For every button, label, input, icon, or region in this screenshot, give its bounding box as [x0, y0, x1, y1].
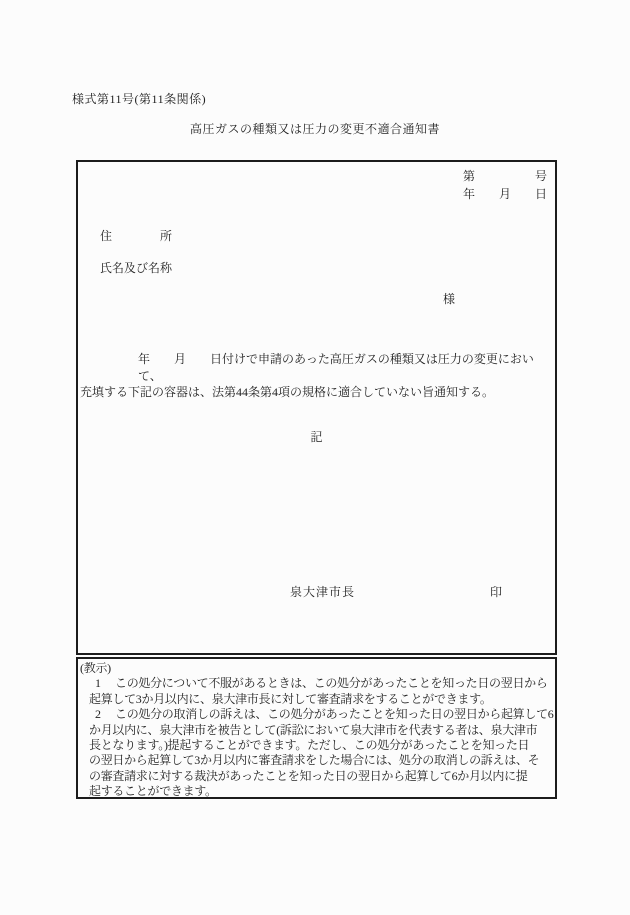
instruction-item-2-line-1 [78, 707, 554, 722]
doc-number-suffix: 号 [534, 169, 547, 183]
instruction-item-2-line-3: 長となります。)提起することができます。ただし、この処分があったことを知った日 [89, 738, 530, 753]
instruction-item-2-line-2: か月以内に、泉大津市を被告として(訴訟において泉大津市を代表する者は、泉大津市 [89, 722, 538, 737]
date-day-label: 日 [534, 187, 547, 201]
instruction-item-1-number: 1 [95, 676, 101, 691]
name-label: 氏名及び名称 [100, 261, 173, 275]
signer-title: 泉大津市長 [290, 585, 356, 599]
record-marker: 記 [310, 430, 323, 444]
document-title: 高圧ガスの種類又は圧力の変更不適合通知書 [189, 122, 440, 136]
date-line [463, 185, 547, 202]
instruction-item-2-line-4: の翌日から起算して3か月以内に審査請求をした場合には、処分の取消しの訴えは、そ [89, 753, 540, 768]
body-paragraph-line-1: 年 月 日付けで申請のあった高圧ガスの種類又は圧力の変更において、 [138, 352, 534, 383]
form-number: 様式第11号(第11条関係) [72, 92, 207, 106]
instruction-item-2-text: この処分の取消しの訴えは、この処分があったことを知った日の翌日から起算して6 [115, 707, 554, 722]
date-month-label: 月 [498, 187, 511, 201]
date-year-label: 年 [463, 187, 476, 201]
address-label: 住 所 [100, 229, 173, 243]
document-number-line [463, 167, 547, 184]
instruction-item-1-line-1 [78, 676, 551, 691]
instruction-item-1-line-2: 起算して3か月以内に、泉大津市長に対して審査請求をすることができます。 [89, 691, 492, 706]
doc-number-prefix: 第 [463, 169, 476, 183]
instruction-item-2-line-5: の審査請求に対する裁決があったことを知った日の翌日から起算して6か月以内に提 [89, 768, 528, 783]
body-paragraph-line-2: 充填する下記の容器は、法第44条第4項の規格に適合していない旨通知する。 [80, 385, 495, 399]
notice-box [76, 160, 557, 655]
seal-mark: 印 [490, 585, 503, 599]
instructions-box [76, 657, 557, 799]
instruction-item-1-text: この処分について不服があるときは、この処分があったことを知った日の翌日から [115, 676, 548, 691]
instruction-item-2-number: 2 [95, 707, 101, 722]
instruction-item-2-line-6: 起することができます。 [89, 784, 217, 799]
honorific-sama: 様 [443, 292, 456, 306]
instructions-heading: (教示) [80, 661, 111, 675]
